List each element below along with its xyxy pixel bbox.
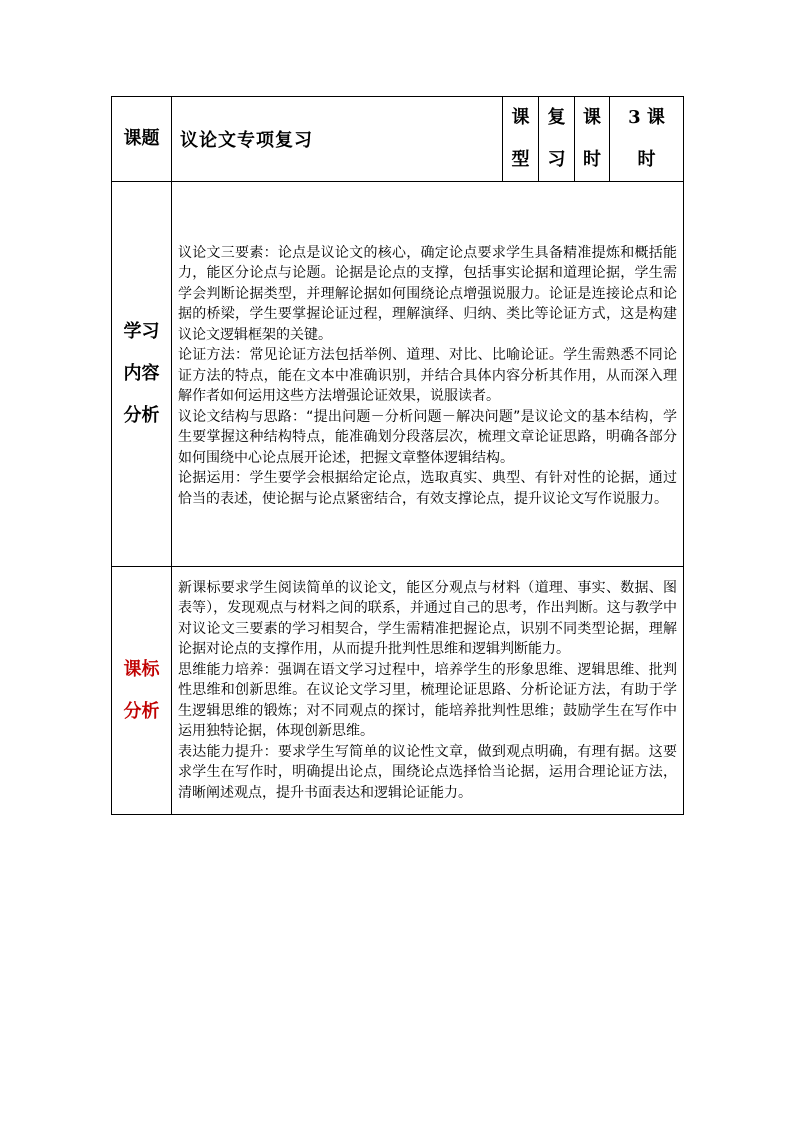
lesson-type-label: 课 型	[503, 97, 539, 182]
class-hours-value: 3 课 时	[610, 97, 684, 182]
content-paragraph: 议论文三要素：论点是议论文的核心，确定论点要求学生具备精准提炼和概括能力，能区分论点与论题。论据是论点的支撑，包括事实论据和道理论据，学生需学会判断论据类型，并理解论据如何围绕论点增强说服力。论证是连接论点和论据的桥梁，学生要掌握论证过程，理解演绎、归纳、类比等论证方式，这是构建议论文逻辑框架的关键。	[178, 244, 677, 343]
content-paragraph: 论据运用：学生要学会根据给定论点，选取真实、典型、有针对性的论据，通过恰当的表述，使论据与论点紧密结合，有效支撑论点，提升议论文写作说服力。	[178, 470, 677, 507]
content-paragraph: 议论文结构与思路：“提出问题－分析问题－解决问题”是议论文的基本结构，学生要掌握这种结构特点，能准确划分段落层次，梳理文章论证思路，明确各部分如何围绕中心论点展开论述，把握文章整体逻辑结构。	[178, 408, 677, 466]
standard-paragraph: 思维能力培养：强调在语文学习过程中，培养学生的形象思维、逻辑思维、批判性思维和创新思维。在议论文学习里，梳理论证思路、分析论证方法，有助于学生逻辑思维的锻炼；对不同观点的探讨，能培养批判性思维；鼓励学生在写作中运用独特论据，体现创新思维。	[178, 661, 677, 740]
content-analysis-text	[172, 182, 684, 567]
standard-analysis-label: 课标 分析	[112, 567, 172, 815]
standard-paragraph: 新课标要求学生阅读简单的议论文，能区分观点与材料（道理、事实、数据、图表等），发现观点与材料之间的联系，并通过自己的思考，作出判断。这与教学中对议论文三要素的学习相契合，学生需精准把握论点，识别不同类型论据，理解论据对论点的支撑作用，从而提升批判性思维和逻辑判断能力。	[178, 579, 677, 658]
lesson-plan-table	[111, 96, 684, 815]
standard-analysis-row	[112, 567, 684, 815]
content-paragraph: 论证方法：常见论证方法包括举例、道理、对比、比喻论证。学生需熟悉不同论证方法的特点，能在文本中准确识别，并结合具体内容分析其作用，从而深入理解作者如何运用这些方法增强论证效果，说服读者。	[178, 347, 677, 405]
topic-value: 议论文专项复习	[172, 97, 503, 182]
content-analysis-row	[112, 182, 684, 567]
standard-paragraph: 表达能力提升：要求学生写简单的议论性文章，做到观点明确，有理有据。这要求学生在写作时，明确提出论点，围绕论点选择恰当论据，运用合理论证方法，清晰阐述观点，提升书面表达和逻辑论证能力。	[178, 743, 677, 801]
topic-label: 课题	[112, 97, 172, 182]
lesson-type-value: 复 习	[539, 97, 575, 182]
standard-analysis-text	[172, 567, 684, 815]
header-row	[112, 97, 684, 182]
class-hours-label: 课 时	[575, 97, 610, 182]
content-analysis-label: 学习 内容 分析	[112, 182, 172, 567]
